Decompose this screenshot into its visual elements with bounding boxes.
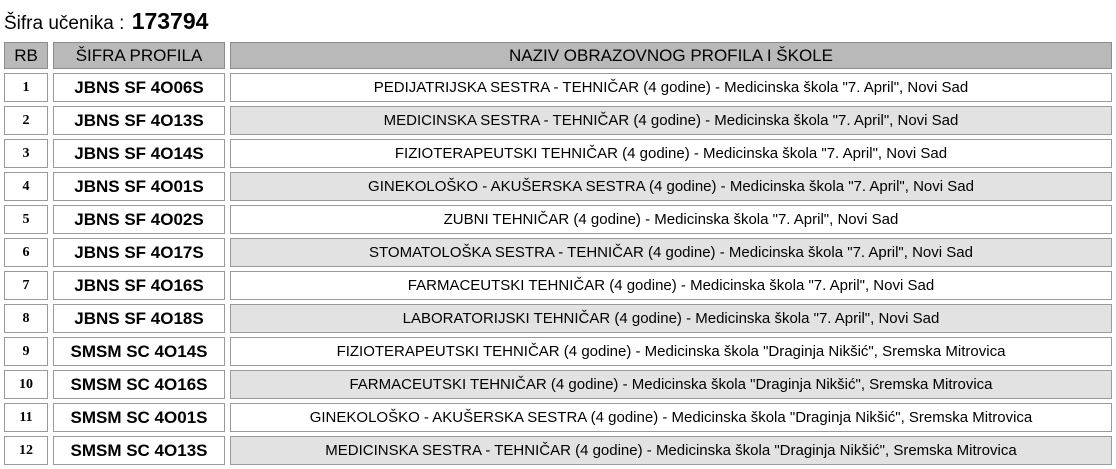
table-row (4, 271, 1112, 302)
header-rb: RB (4, 42, 48, 69)
table-row (4, 370, 1112, 401)
profile-name: ZUBNI TEHNIČAR (4 godine) - Medicinska škola "7. April", Novi Sad (230, 205, 1112, 234)
table-row (4, 403, 1112, 434)
table-body (4, 73, 1112, 467)
table-row (4, 238, 1112, 269)
row-number: 6 (4, 238, 48, 267)
row-number: 1 (4, 73, 48, 102)
student-code-label: Šifra učenika : (4, 13, 125, 34)
profiles-table (4, 42, 1112, 469)
profile-name: PEDIJATRIJSKA SESTRA - TEHNIČAR (4 godine) - Medicinska škola "7. April", Novi Sad (230, 73, 1112, 102)
profile-name: GINEKOLOŠKO - AKUŠERSKA SESTRA (4 godine) - Medicinska škola "Draginja Nikšić", Sremska Mitrovica (230, 403, 1112, 432)
profile-name: LABORATORIJSKI TEHNIČAR (4 godine) - Medicinska škola "7. April", Novi Sad (230, 304, 1112, 333)
row-number: 12 (4, 436, 48, 465)
row-number: 11 (4, 403, 48, 432)
profile-code: SMSM SC 4O01S (53, 403, 225, 432)
table-row (4, 172, 1112, 203)
profile-name: FARMACEUTSKI TEHNIČAR (4 godine) - Medicinska škola "Draginja Nikšić", Sremska Mitrovica (230, 370, 1112, 399)
student-code-value: 173794 (131, 8, 209, 34)
profile-code: JBNS SF 4O13S (53, 106, 225, 135)
table-row (4, 337, 1112, 368)
row-number: 3 (4, 139, 48, 168)
profile-code: JBNS SF 4O16S (53, 271, 225, 300)
profile-name: MEDICINSKA SESTRA - TEHNIČAR (4 godine) - Medicinska škola "7. April", Novi Sad (230, 106, 1112, 135)
header-profile-code: ŠIFRA PROFILA (53, 42, 225, 69)
profile-code: JBNS SF 4O17S (53, 238, 225, 267)
profile-code: JBNS SF 4O14S (53, 139, 225, 168)
profile-code: JBNS SF 4O02S (53, 205, 225, 234)
table-row (4, 436, 1112, 467)
profile-name: STOMATOLOŠKA SESTRA - TEHNIČAR (4 godine) - Medicinska škola "7. April", Novi Sad (230, 238, 1112, 267)
profile-code: JBNS SF 4O18S (53, 304, 225, 333)
row-number: 4 (4, 172, 48, 201)
row-number: 5 (4, 205, 48, 234)
student-code-line (4, 8, 208, 37)
profile-name: FIZIOTERAPEUTSKI TEHNIČAR (4 godine) - Medicinska škola "Draginja Nikšić", Sremska Mitrovica (230, 337, 1112, 366)
row-number: 9 (4, 337, 48, 366)
table-row (4, 205, 1112, 236)
profile-name: MEDICINSKA SESTRA - TEHNIČAR (4 godine) - Medicinska škola "Draginja Nikšić", Sremska Mitrovica (230, 436, 1112, 465)
profile-code: JBNS SF 4O06S (53, 73, 225, 102)
profile-name: FIZIOTERAPEUTSKI TEHNIČAR (4 godine) - Medicinska škola "7. April", Novi Sad (230, 139, 1112, 168)
row-number: 8 (4, 304, 48, 333)
profile-code: SMSM SC 4O13S (53, 436, 225, 465)
profile-name: FARMACEUTSKI TEHNIČAR (4 godine) - Medicinska škola "7. April", Novi Sad (230, 271, 1112, 300)
row-number: 7 (4, 271, 48, 300)
row-number: 10 (4, 370, 48, 399)
profile-name: GINEKOLOŠKO - AKUŠERSKA SESTRA (4 godine) - Medicinska škola "7. April", Novi Sad (230, 172, 1112, 201)
table-row (4, 106, 1112, 137)
profile-code: SMSM SC 4O14S (53, 337, 225, 366)
table-header-row (4, 42, 1112, 70)
table-row (4, 73, 1112, 104)
profile-code: SMSM SC 4O16S (53, 370, 225, 399)
table-row (4, 139, 1112, 170)
profile-code: JBNS SF 4O01S (53, 172, 225, 201)
header-profile-name: NAZIV OBRAZOVNOG PROFILA I ŠKOLE (230, 42, 1112, 69)
row-number: 2 (4, 106, 48, 135)
table-row (4, 304, 1112, 335)
